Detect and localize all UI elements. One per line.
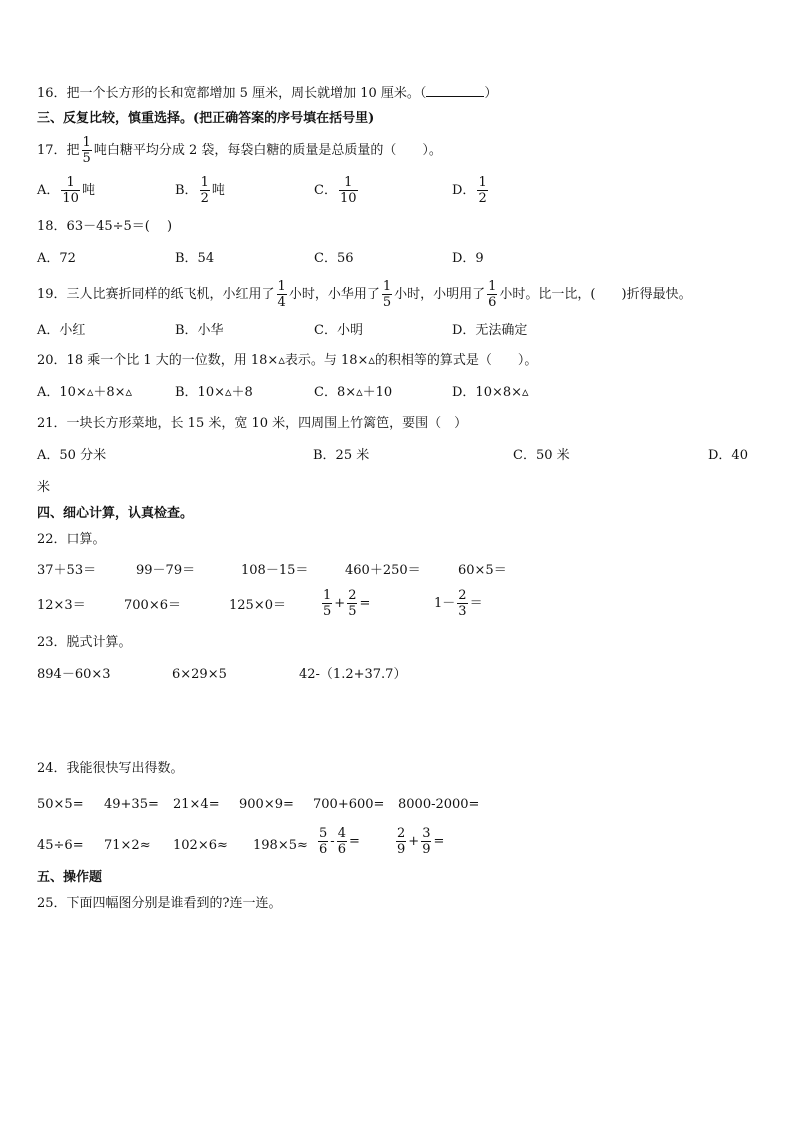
calc-item: 21×4= (173, 797, 220, 812)
calc-item: 45÷6= (37, 838, 84, 853)
option-b[interactable]: B．小华 (175, 323, 224, 338)
calc-item: 700+600= (313, 797, 385, 812)
fraction: $\frac{1}{2}$ (200, 175, 209, 206)
option-c[interactable]: C． $\frac{1}{10}$ (314, 175, 357, 206)
section-3-heading: 三、反复比较，慎重选择。(把正确答案的序号填在括号里) (37, 111, 375, 126)
calc-item: 60×5＝ (458, 563, 507, 578)
option-a[interactable]: A．10×▵＋8×▵ (37, 385, 133, 400)
option-d[interactable]: D．10×8×▵ (452, 385, 529, 400)
calc-item: 49+35= (104, 797, 159, 812)
calc-item: 71×2≈ (104, 838, 151, 853)
fraction: $\frac{3}{9}$ (422, 826, 431, 857)
question-22-title: 22．口算。 (37, 532, 106, 547)
calc-item-fraction: $\frac{2}{9}$ + $\frac{3}{9}$ = (397, 826, 445, 857)
fraction: $\frac{2}{9}$ (397, 826, 406, 857)
calc-item: 37＋53＝ (37, 563, 97, 578)
calc-item: 198×5≈ (253, 838, 308, 853)
calc-item: 42-（1.2+37.7） (299, 667, 407, 682)
option-a[interactable]: A． $\frac{1}{10}$ 吨 (37, 175, 95, 206)
fraction: $\frac{2}{5}$ (348, 588, 357, 619)
calc-item-fraction: $\frac{1}{5}$ + $\frac{2}{5}$ = (323, 588, 371, 619)
option-c[interactable]: C．8×▵＋10 (314, 385, 393, 400)
calc-item: 50×5= (37, 797, 84, 812)
section-4-heading: 四、细心计算，认真检查。 (37, 506, 194, 521)
fraction: $\frac{1}{10}$ (62, 175, 79, 206)
fraction: $\frac{1}{5}$ (323, 588, 332, 619)
calc-item: 102×6≈ (173, 838, 228, 853)
option-b[interactable]: B．10×▵＋8 (175, 385, 253, 400)
calc-item: 894－60×3 (37, 667, 111, 682)
calc-item-fraction: 1－ $\frac{2}{3}$ ＝ (434, 588, 483, 619)
calc-item: 108－15＝ (241, 563, 309, 578)
option-d[interactable]: D． $\frac{1}{2}$ (452, 175, 487, 206)
option-a[interactable]: A．小红 (37, 323, 86, 338)
fraction: $\frac{1}{10}$ (339, 175, 357, 206)
calc-item: 12×3＝ (37, 598, 86, 613)
option-b[interactable]: B．25 米 (313, 448, 370, 463)
calc-item: 700×6＝ (124, 598, 181, 613)
option-c[interactable]: C．56 (314, 251, 354, 266)
question-25: 25．下面四幅图分别是谁看到的?连一连。 (37, 896, 282, 911)
calc-item: 125×0＝ (229, 598, 286, 613)
question-20: 20．18 乘一个比 1 大的一位数，用 18×▵表示。与 18×▵的积相等的算式是（ ）。 (37, 353, 538, 368)
option-d[interactable]: D．40 (708, 448, 748, 463)
option-a[interactable]: A．72 (37, 251, 76, 266)
calc-item: 99－79＝ (136, 563, 196, 578)
fraction: $\frac{5}{6}$ (319, 826, 328, 857)
fraction: $\frac{2}{3}$ (458, 588, 467, 619)
question-19: 19．三人比赛折同样的纸飞机，小红用了 $\frac{1}{4}$ 小时，小华用了 $\frac{1}{5}$ 小时，小明用了 $\frac{1}{6}$ 小时。比一比，( )折得最快。 (37, 279, 692, 310)
question-16: 16．把一个长方形的长和宽都增加 5 厘米，周长就增加 10 厘米。（ ） (37, 86, 498, 101)
fraction: $\frac{1}{6}$ (488, 279, 497, 310)
option-b[interactable]: B．54 (175, 251, 215, 266)
section-5-heading: 五、操作题 (37, 870, 103, 885)
answer-blank[interactable] (426, 84, 484, 97)
calc-item: 6×29×5 (172, 667, 227, 682)
calc-item: 900×9= (239, 797, 294, 812)
fraction: $\frac{1}{4}$ (277, 279, 286, 310)
fraction: $\frac{1}{2}$ (478, 175, 487, 206)
question-23-title: 23．脱式计算。 (37, 635, 132, 650)
option-b[interactable]: B． $\frac{1}{2}$ 吨 (175, 175, 225, 206)
option-c[interactable]: C．50 米 (513, 448, 570, 463)
calc-item: 460＋250＝ (345, 563, 421, 578)
fraction: $\frac{1}{5}$ (82, 135, 91, 166)
fraction: $\frac{1}{5}$ (382, 279, 392, 310)
option-d[interactable]: D．无法确定 (452, 323, 528, 338)
option-d-wrap: 米 (37, 480, 51, 495)
calc-item: 8000-2000= (398, 797, 480, 812)
question-21: 21．一块长方形菜地，长 15 米，宽 10 米，四周围上竹篱笆，要围（ ） (37, 416, 468, 431)
calc-item-fraction: $\frac{5}{6}$ - $\frac{4}{6}$ = (319, 826, 360, 857)
option-c[interactable]: C．小明 (314, 323, 363, 338)
fraction: $\frac{4}{6}$ (337, 826, 346, 857)
question-18: 18．63－45÷5＝( ) (37, 219, 173, 234)
option-a[interactable]: A．50 分米 (37, 448, 107, 463)
option-d[interactable]: D．9 (452, 251, 484, 266)
question-24-title: 24．我能很快写出得数。 (37, 761, 184, 776)
question-17: 17．把 $\frac{1}{5}$ 吨白糖平均分成 2 袋，每袋白糖的质量是总质量的（ ）。 (37, 135, 442, 166)
